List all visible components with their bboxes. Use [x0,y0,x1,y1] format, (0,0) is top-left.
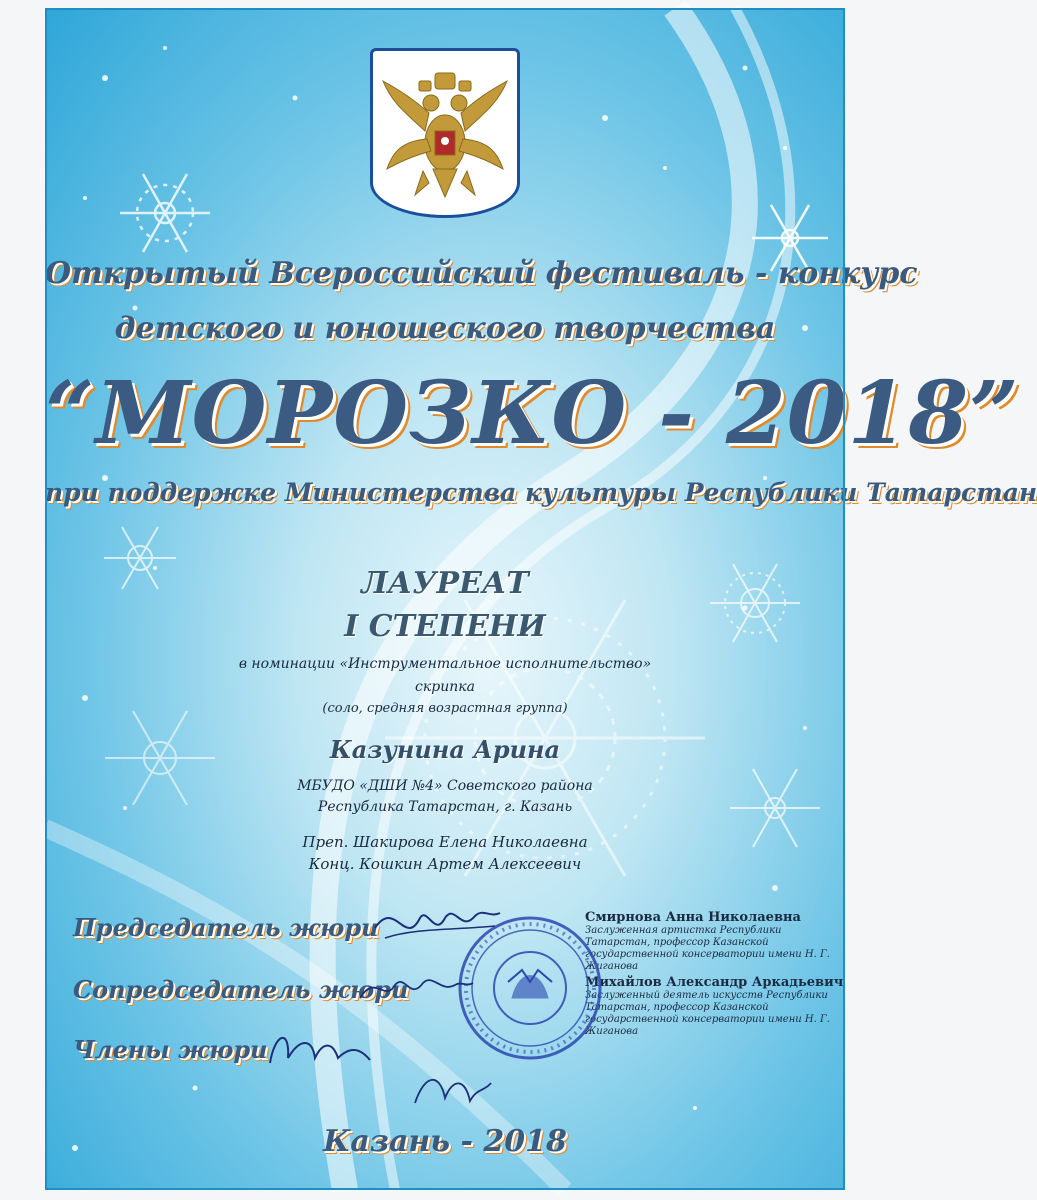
snowflake-icon [110,158,220,268]
award-degree: I СТЕПЕНИ [344,609,546,644]
coat-of-arms-icon [373,51,517,215]
festival-line-2: детского и юношеского творчества [114,311,776,346]
jury-chair-info [585,910,837,973]
jury-chair-name: Смирнова Анна Николаевна [585,910,801,925]
nomination-text: в номинации «Инструментальное исполнительство» [238,656,652,672]
coat-of-arms-frame [370,48,520,218]
accompanist-line: Конц. Кошкин Артем Алексеевич [308,855,582,873]
laureate-name: Казунина Арина [329,735,561,764]
festival-line-1: Открытый Всероссийский фестиваль - конкурс [45,256,918,291]
school-line-1: МБУДО «ДШИ №4» Советского района [297,778,593,794]
jury-cochair-name: Михайлов Александр Аркадьевич [585,975,844,990]
jury-cochair-title: Заслуженный деятель искусств Республики Татарстан, профессор Казанской государственной консерватории имени Н. Г. Жиганова [585,990,830,1037]
festival-title: “МОРОЗКО - 2018” [45,363,1020,464]
teacher-line: Преп. Шакирова Елена Николаевна [302,833,588,851]
jury-cochair-info [585,975,843,1038]
city-year: Казань - 2018 [323,1124,567,1159]
instrument-text: скрипка [415,679,475,695]
jury-members-label: Члены жюри [73,1035,268,1064]
award-title: ЛАУРЕАТ [361,566,529,601]
support-line: при поддержке Министерства культуры Республики Татарстан [45,478,1037,507]
jury-chair-title: Заслуженная артистка Республики Татарстан, профессор Казанской государственной консерватории имени Н. Г. Жиганова [585,925,830,972]
signature [260,1018,410,1078]
school-line-2: Республика Татарстан, г. Казань [317,799,573,815]
signature [405,1063,495,1113]
signature [365,888,505,958]
jury-cochair-label: Сопредседатель жюри [73,975,409,1004]
signature [355,963,475,1013]
jury-chair-label: Председатель жюри [73,913,379,942]
age-group-text: (соло, средняя возрастная группа) [322,701,568,716]
diploma-card [45,8,1037,1190]
